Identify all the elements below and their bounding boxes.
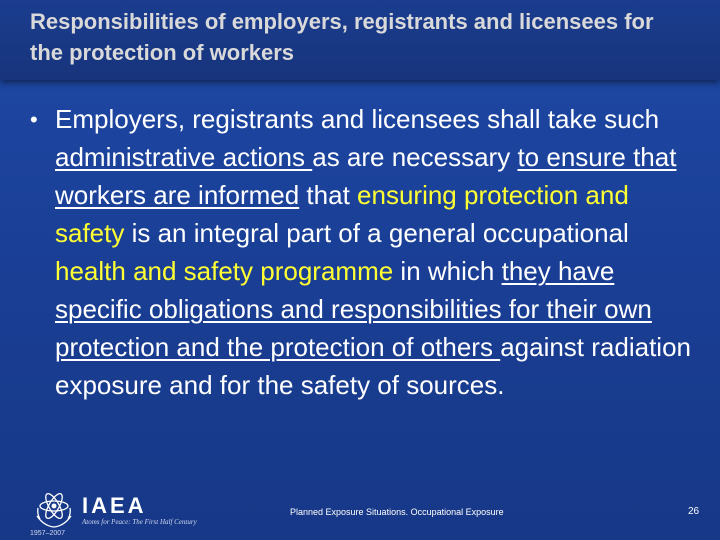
text-run: in which	[393, 256, 502, 286]
text-run: as are necessary	[312, 142, 518, 172]
slide-title: Responsibilities of employers, registrants and licensees for the protection of workers	[30, 9, 654, 65]
logo-years: 1957–2007	[30, 530, 66, 537]
text-run: against radiation exposure and for the safety of sources.	[55, 332, 691, 400]
underlined-text: they have specific obligations and responsibilities for their own protection and the protection of others	[55, 256, 652, 362]
highlighted-text: health and safety programme	[55, 256, 394, 286]
bullet-text	[55, 100, 695, 404]
text-run: that	[299, 180, 358, 210]
text-run: Employers, registrants and licensees shall take such	[55, 104, 660, 134]
highlighted-text: ensuring protection and safety	[55, 180, 629, 248]
iaea-emblem-icon	[32, 486, 76, 530]
bullet-marker: •	[30, 107, 38, 132]
iaea-logo-text: IAEA	[82, 493, 147, 518]
underlined-text: administrative actions	[55, 142, 313, 172]
logo-tagline: Atoms for Peace: The First Half Century	[82, 518, 197, 526]
underlined-text: to ensure that workers are informed	[55, 142, 677, 210]
footer-caption: Planned Exposure Situations. Occupational Exposure	[290, 507, 504, 517]
text-run: is an integral part of a general occupational	[124, 218, 629, 248]
page-number: 26	[688, 506, 700, 517]
